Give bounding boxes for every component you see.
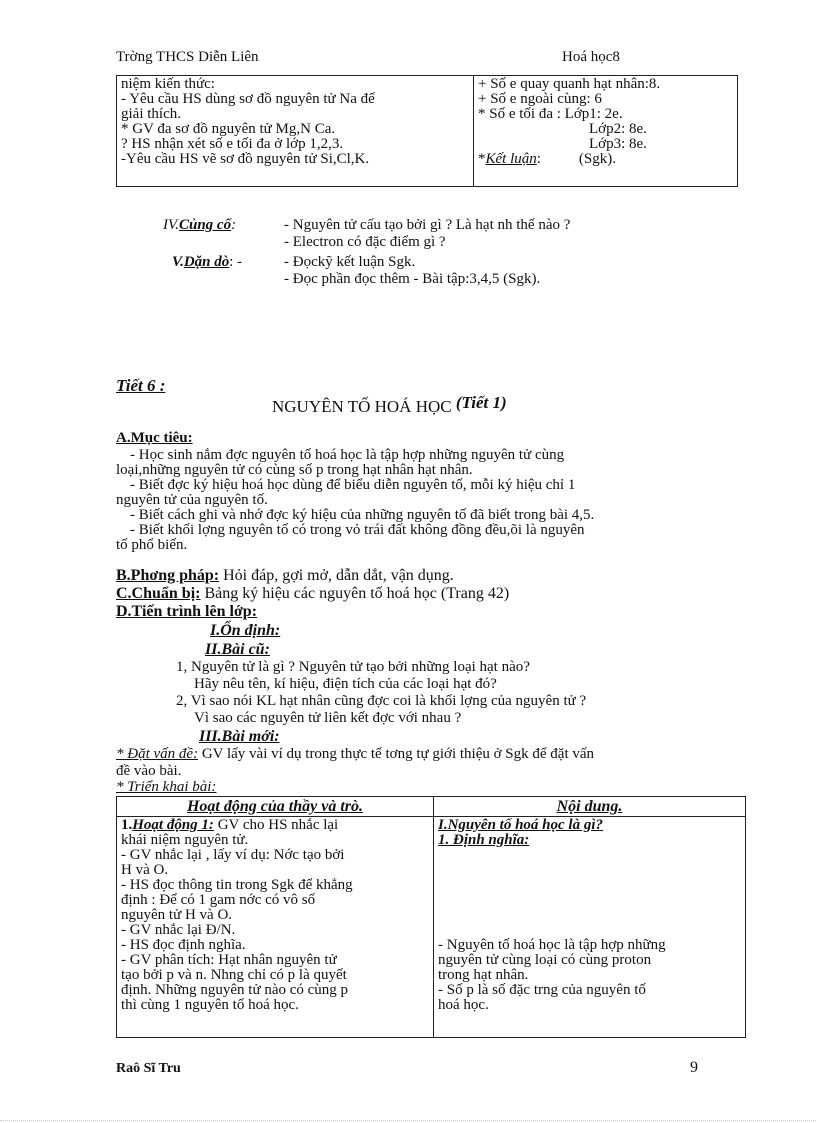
activity-title-line: [121, 818, 429, 833]
subject-name: Hoá học8: [562, 49, 620, 65]
top-left-line: - Yêu cầu HS dùng sơ đồ nguyên tử Na để: [121, 91, 375, 107]
table-head-left: Hoạt động của thầy và trò.: [117, 797, 434, 817]
top-right-line: + Số e ngoài cùng: 6: [478, 91, 602, 107]
conclusion-text: (Sgk).: [578, 151, 617, 167]
objective-line: tố phổ biến.: [116, 537, 188, 553]
activity-number: 1.: [121, 817, 133, 833]
top-left-line: niệm kiến thức:: [121, 76, 215, 92]
top-left-line: -Yêu cầu HS vẽ sơ đồ nguyên tử Si,Cl,K.: [121, 151, 370, 167]
content-line: - Nguyên tố hoá học là tập hợp những: [438, 937, 666, 953]
activity-line: GV cho HS nhắc lại: [217, 817, 339, 833]
page-bottom-divider: [0, 1120, 816, 1121]
danho-line-1: - Đọckỹ kết luận Sgk.: [284, 254, 416, 270]
trienkhai-label: * Triển khai bài:: [116, 779, 217, 795]
danho-line-2: - Đọc phần đọc thêm - Bài tập:3,4,5 (Sgk).: [284, 271, 541, 287]
activity-line: - GV phân tích: Hạt nhân nguyên tử: [121, 952, 337, 968]
content-line: - Số p là số đặc trng của nguyên tố: [438, 982, 646, 998]
section-b-heading: B.Phơng pháp:: [116, 567, 220, 584]
lesson-title: [272, 393, 507, 416]
top-left-line: ? HS nhận xét số e tối đa ở lớp 1,2,3.: [121, 136, 344, 152]
datvande-text-2: đề vào bài.: [116, 763, 182, 779]
activity-line: nguyên tử H và O.: [121, 907, 233, 923]
top-right-line: Lớp2: 8e.: [589, 121, 647, 137]
objectives-block: [116, 448, 738, 553]
top-table: [116, 75, 738, 187]
cungco-prefix: IV.: [163, 217, 179, 233]
danho-label: Dặn dò: [183, 254, 230, 270]
footer-author: Raô Sĩ Tru: [116, 1061, 181, 1076]
objective-line: nguyên tử của nguyên tố.: [116, 492, 268, 508]
activity-left-cell: [117, 817, 434, 1038]
school-name: Trờng THCS Diễn Liên: [116, 49, 259, 65]
old-question-2b: Vì sao các nguyên tử liên kết đợc với nhau ?: [194, 710, 462, 726]
section-b: [116, 568, 454, 583]
activity-line: - HS đọc định nghĩa.: [121, 937, 246, 953]
content-right-cell: [434, 817, 746, 1038]
page-number: 9: [690, 1059, 698, 1076]
top-left-line: * GV đa sơ đồ nguyên tử Mg,N Ca.: [121, 121, 336, 137]
objective-line: - Học sinh nắm đợc nguyên tố hoá học là tập hợp những nguyên tử cùng: [130, 447, 565, 463]
top-table-left-cell: [117, 76, 474, 187]
section-b-text: Hỏi đáp, gợi mở, dẫn dắt, vận dụng.: [219, 567, 454, 584]
objective-line: - Biết khối lợng nguyên tố có trong vỏ trái đất không đồng đều,õi là nguyên: [130, 522, 585, 538]
activity-line: - GV nhắc lại Đ/N.: [121, 922, 236, 938]
section-d-heading: D.Tiến trình lên lớp:: [116, 603, 258, 620]
activity-line: định. Những nguyên tử nào có cùng p: [121, 982, 349, 998]
old-question-1a: 1, Nguyên tử là gì ? Nguyên tử tạo bởi những loại hạt nào?: [176, 659, 530, 675]
section-c: [116, 586, 509, 601]
activity-title: Hoạt động 1:: [132, 817, 214, 833]
content-title: I.Nguyên tố hoá học là gì?: [438, 817, 604, 833]
activity-line: - GV nhắc lại , lấy ví dụ: Nớc tạo bởi: [121, 847, 345, 863]
datvande-label: * Đặt vấn đề:: [116, 746, 199, 762]
section-a-heading: A.Mục tiêu:: [116, 430, 193, 446]
cungco-heading: IV.Củng cố:: [163, 217, 237, 233]
old-question-1b: Hãy nêu tên, kí hiệu, điện tích của các loại hạt đó?: [194, 676, 497, 692]
activity-line: - HS đọc thông tin trong Sgk để khẳng: [121, 877, 353, 893]
activity-line: H và O.: [121, 862, 169, 878]
cungco-line-2: - Electron có đặc điểm gì ?: [284, 234, 446, 250]
section-c-text: Bảng ký hiệu các nguyên tố hoá học (Trang 42): [200, 585, 510, 602]
tiet-label: Tiết 6 :: [116, 376, 166, 395]
content-line: trong hạt nhân.: [438, 967, 529, 983]
cungco-line-1: - Nguyên tử cấu tạo bởi gì ? Là hạt nh thế nào ?: [284, 217, 571, 233]
cungco-label: Củng cố: [178, 217, 232, 233]
conclusion-line: *Kết luận: (Sgk).: [478, 151, 617, 167]
top-right-line: * Số e tối đa : Lớp1: 2e.: [478, 106, 623, 122]
danho-heading: V.Dặn dò: -: [172, 254, 243, 270]
top-right-line: Lớp3: 8e.: [589, 136, 647, 152]
old-question-2a: 2, Vì sao nói KL hạt nhân cũng đợc coi là khối lợng của nguyên tử ?: [176, 693, 587, 709]
content-line: hoá học.: [438, 997, 489, 1013]
top-right-line: + Số e quay quanh hạt nhân:8.: [478, 76, 661, 92]
lesson-title-text: NGUYÊN TỐ HOÁ HỌC: [272, 397, 452, 416]
objective-line: - Biết cách ghi và nhớ đợc ký hiệu của những nguyên tố đã biết trong bài 4,5.: [130, 507, 595, 523]
activity-line: định : Để có 1 gam nớc có vô số: [121, 892, 316, 908]
content-line: nguyên tử cùng loại có cùng proton: [438, 952, 652, 968]
step-1: I.Ổn định:: [210, 622, 281, 639]
objective-line: - Biết đợc ký hiệu hoá học dùng để biểu diễn nguyên tố, mỗi ký hiệu chỉ 1: [130, 477, 576, 493]
top-table-right-cell: [474, 76, 738, 187]
content-subtitle: 1. Định nghĩa:: [438, 832, 530, 848]
activity-line: khái niệm nguyên tử.: [121, 832, 249, 848]
objective-line: loại,những nguyên tử có cùng số p trong hạt nhân hạt nhân.: [116, 462, 473, 478]
section-c-heading: C.Chuẩn bị:: [116, 585, 201, 602]
activity-table: [116, 796, 746, 1038]
top-left-line: giải thích.: [121, 106, 181, 122]
table-head-right: Nội dung.: [434, 797, 746, 817]
activity-line: tạo bởi p và n. Nhng chỉ có p là quyết: [121, 967, 347, 983]
lesson-title-sub: (Tiết 1): [455, 393, 507, 412]
datvande-line: [116, 747, 738, 762]
datvande-text: GV lấy vài ví dụ trong thực tế tơng tự giới thiệu ở Sgk để đặt vấn: [198, 746, 595, 762]
danho-prefix: V.: [172, 254, 184, 270]
conclusion-label: Kết luận: [485, 151, 537, 167]
step-3: III.Bài mới:: [199, 728, 280, 745]
step-2: II.Bài cũ:: [205, 641, 270, 658]
activity-line: thì cùng 1 nguyên tố hoá học.: [121, 997, 299, 1013]
